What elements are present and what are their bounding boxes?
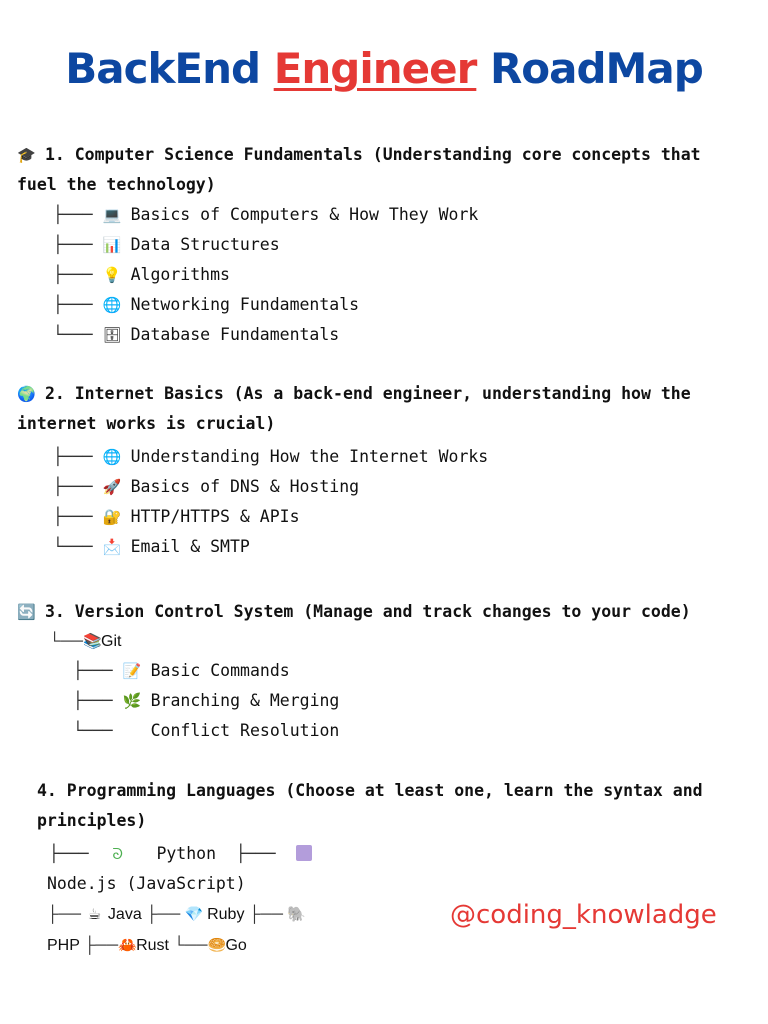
branch-icon: 🌿: [122, 692, 142, 710]
cycle-arrows-icon: 🔄: [17, 603, 36, 621]
books-icon: 📚: [83, 632, 102, 650]
memo-icon: 📝: [122, 662, 142, 680]
earth-globe-icon: 🌍: [17, 385, 36, 403]
globe-icon: 🌐: [102, 296, 122, 314]
section-heading: 4. Programming Languages (Choose at least one, learn the syntax and principles): [37, 781, 703, 830]
list-item: ├─── 🌐 Networking Fundamentals: [17, 290, 747, 320]
envelope-icon: 📩: [102, 538, 122, 556]
list-item: ├─── 🚀 Basics of DNS & Hosting: [17, 472, 747, 502]
list-item: PHP ├──🦀Rust └──🥯Go: [17, 930, 747, 961]
list-item: ├─── 📝 Basic Commands: [17, 656, 747, 686]
section-version-control: [17, 597, 747, 746]
section-programming-languages: [17, 776, 747, 961]
list-item: ├── ☕ Java ├── 💎 Ruby ├── 🐘: [17, 899, 747, 930]
title-part-engineer: Engineer: [273, 44, 477, 93]
author-handle: @coding_knowladge: [450, 900, 717, 930]
list-item-git: └──📚Git: [17, 627, 747, 656]
title-part-backend: BackEnd: [65, 44, 261, 93]
title-part-roadmap: RoadMap: [489, 44, 703, 93]
elephant-icon: 🐘: [287, 905, 307, 923]
gopher-icon: 🥯: [207, 936, 227, 954]
list-item: ├─── 💡 Algorithms: [17, 260, 747, 290]
list-item: ├─── 💻 Basics of Computers & How They Work: [17, 200, 747, 230]
light-bulb-icon: 💡: [102, 266, 122, 284]
rocket-icon: 🚀: [102, 478, 122, 496]
list-item: ├─── ᘐ Python ├───: [17, 839, 747, 869]
list-item: └─── 🗄 Database Fundamentals: [17, 320, 747, 350]
purple-square-icon: [296, 845, 312, 861]
graduation-cap-icon: 🎓: [17, 146, 36, 164]
list-item: └─── Conflict Resolution: [73, 721, 340, 740]
list-item: ├─── 🌐 Understanding How the Internet Works: [17, 442, 747, 472]
list-item: Node.js (JavaScript): [47, 874, 246, 893]
crab-icon: 🦀: [118, 936, 137, 954]
globe-icon: 🌐: [102, 448, 122, 466]
coffee-icon: ☕: [87, 905, 102, 923]
gem-icon: 💎: [184, 905, 204, 923]
list-item: ├─── 📊 Data Structures: [17, 230, 747, 260]
page-title: [0, 44, 768, 93]
list-item: ├─── 🌿 Branching & Merging: [17, 686, 747, 716]
section-heading: 🔄 3. Version Control System (Manage and track changes to your code): [17, 597, 747, 627]
python-icon: ᘐ: [112, 845, 123, 863]
list-item: ├─── 🔐 HTTP/HTTPS & APIs: [17, 502, 747, 532]
section-cs-fundamentals: [17, 140, 747, 350]
laptop-icon: 💻: [102, 206, 122, 224]
section-internet-basics: [17, 379, 747, 562]
file-cabinet-icon: 🗄: [102, 326, 122, 344]
list-item: └─── 📩 Email & SMTP: [17, 532, 747, 562]
section-heading: 🌍 2. Internet Basics (As a back-end engineer, understanding how the internet works is crucial): [17, 379, 747, 439]
bar-chart-icon: 📊: [102, 236, 122, 254]
lock-icon: 🔐: [102, 508, 122, 526]
section-heading: 🎓 1. Computer Science Fundamentals (Understanding core concepts that fuel the technology): [17, 140, 747, 200]
